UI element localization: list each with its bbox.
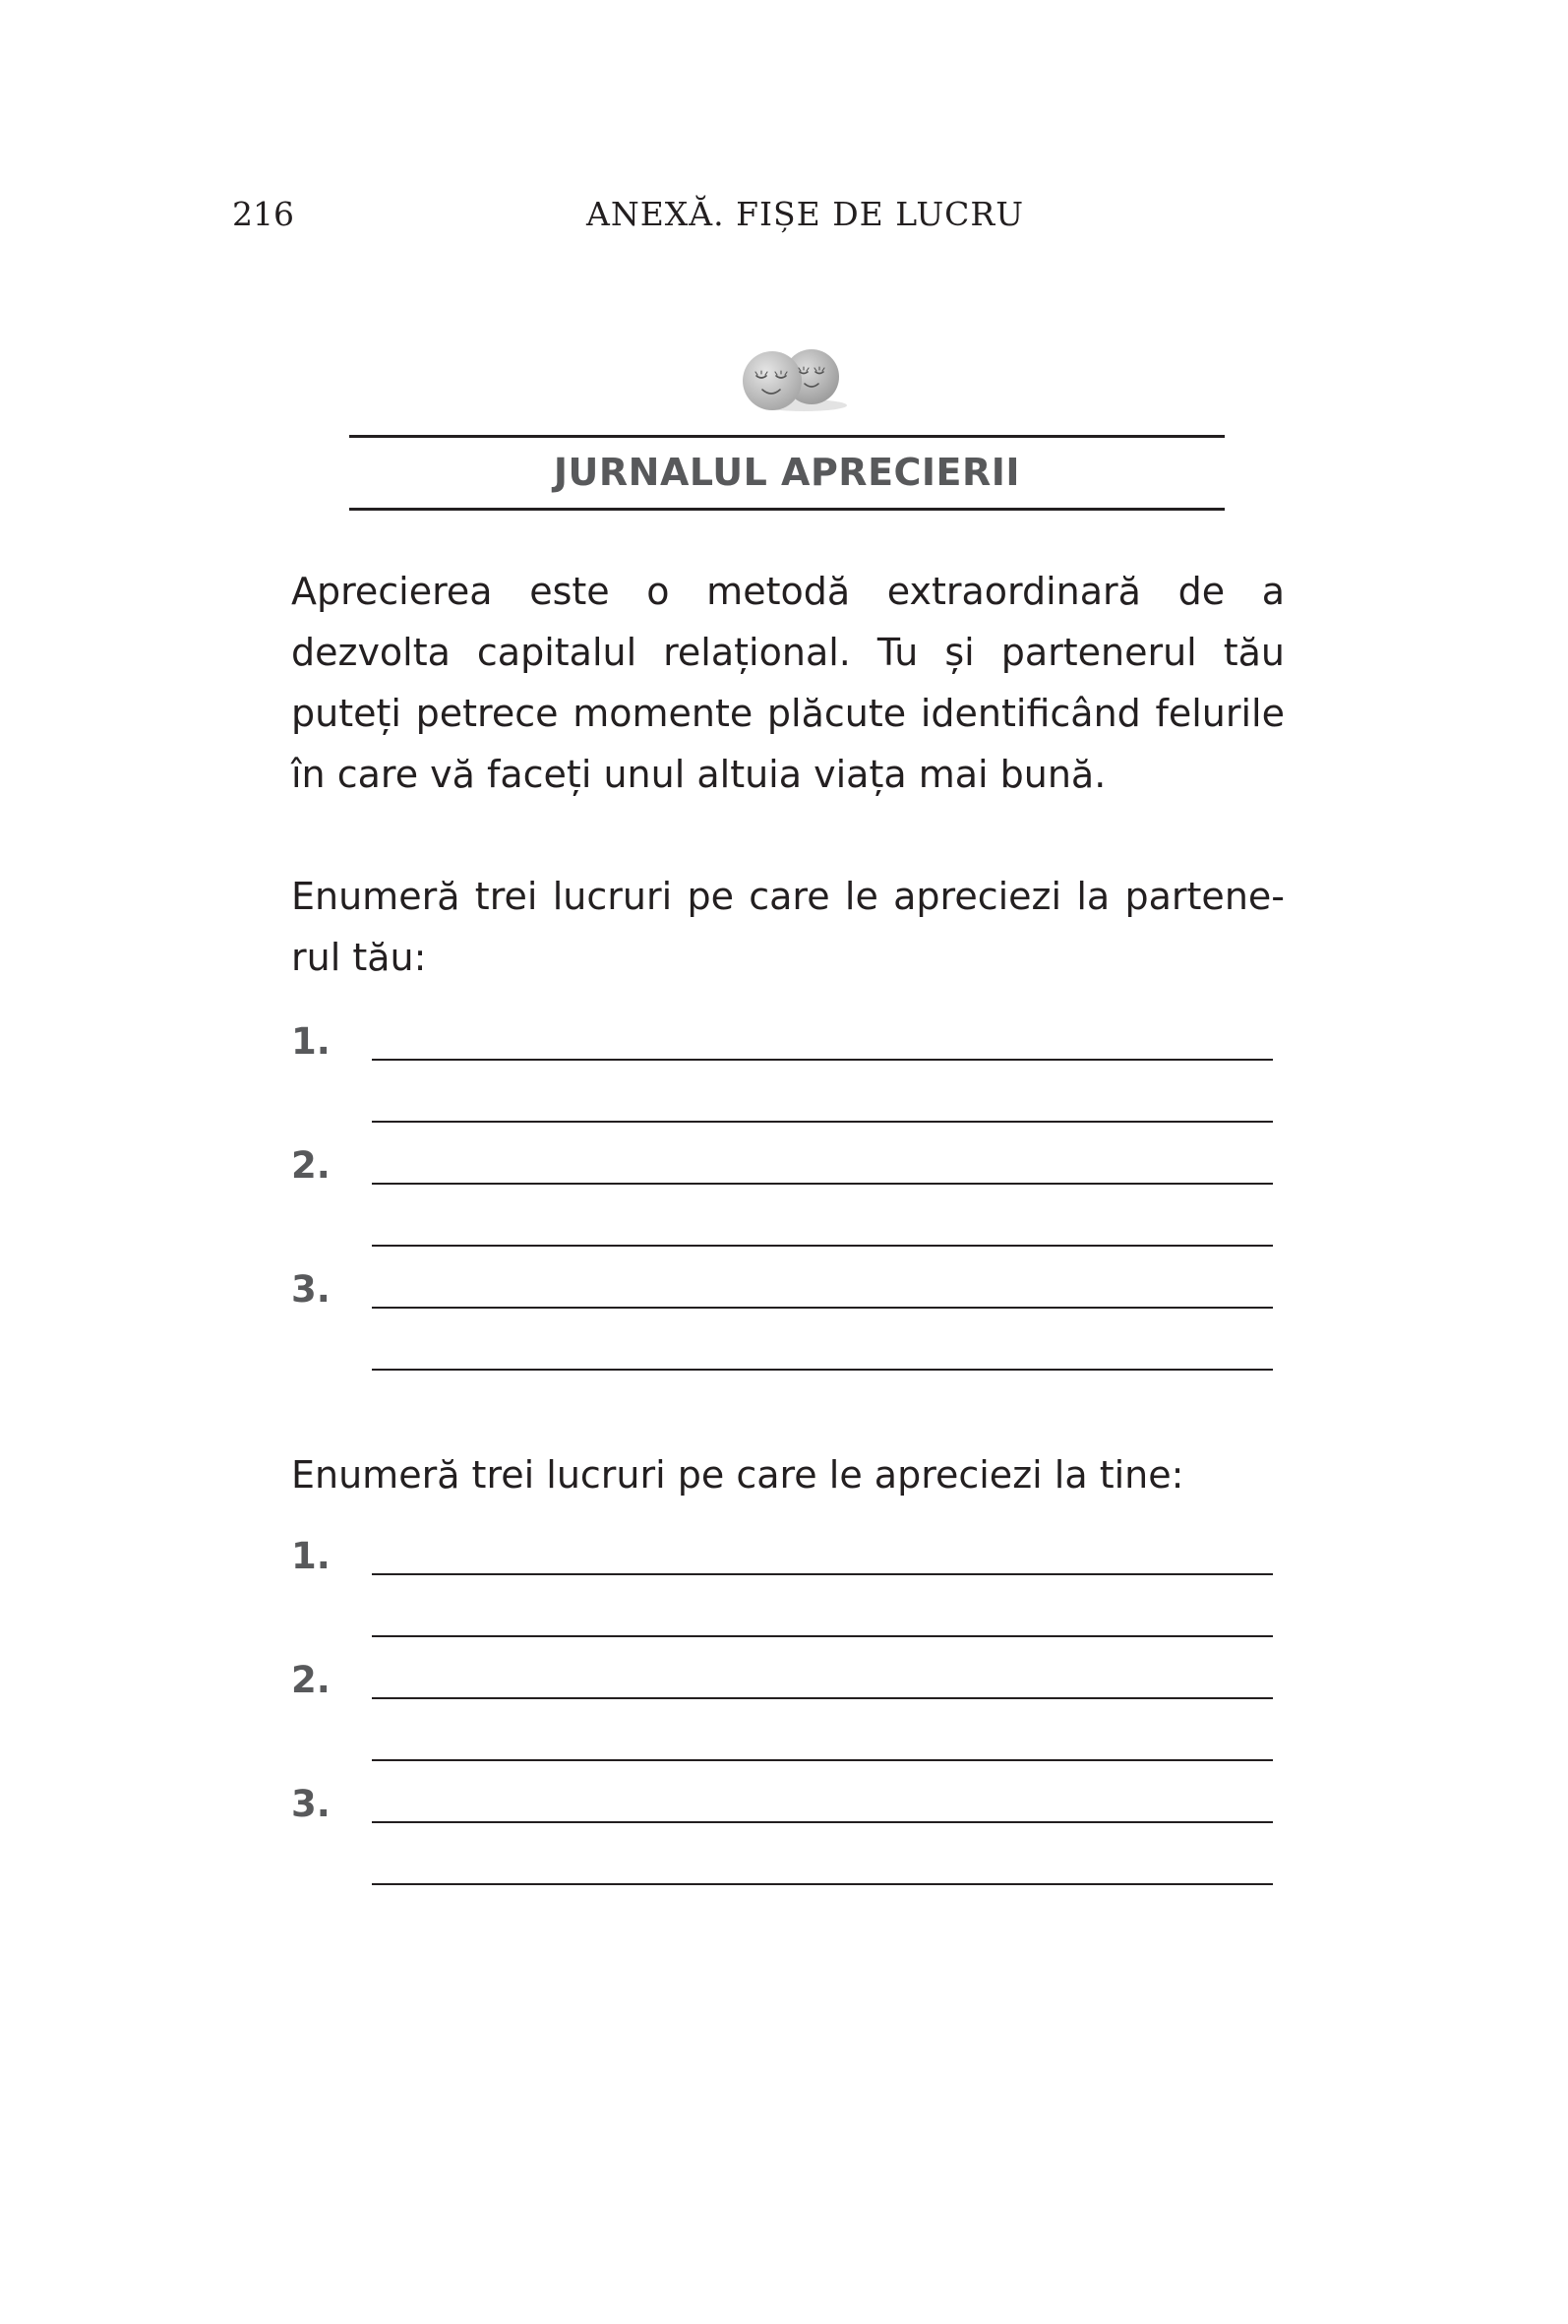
page-number: 216 bbox=[232, 195, 294, 233]
running-head bbox=[232, 193, 1265, 236]
answer-line[interactable] bbox=[372, 1821, 1273, 1823]
answer-line[interactable] bbox=[372, 1697, 1273, 1699]
answer-line[interactable] bbox=[372, 1245, 1273, 1247]
running-title: ANEXĂ. FIȘE DE LUCRU bbox=[586, 195, 1025, 233]
answer-line[interactable] bbox=[372, 1059, 1273, 1061]
partner-item-number: 1. bbox=[291, 1020, 331, 1063]
prompt-partner: Enumeră trei lucruri pe care le apreciezi la partene-rul tău: bbox=[291, 875, 1285, 979]
answer-line[interactable] bbox=[372, 1307, 1273, 1309]
intro-paragraph: Aprecierea este o metodă extraordinară de a dezvolta capitalul relațional. Tu și partenerul tău puteți petrece momente plăcute identificând felurile în care vă faceți unul altuia viața mai bună. bbox=[291, 570, 1285, 796]
answer-line[interactable] bbox=[372, 1121, 1273, 1123]
prompt-self: Enumeră trei lucruri pe care le apreciezi la tine: bbox=[291, 1453, 1184, 1497]
answer-line[interactable] bbox=[372, 1183, 1273, 1185]
answer-line[interactable] bbox=[372, 1759, 1273, 1761]
answer-line[interactable] bbox=[372, 1369, 1273, 1371]
two-smiling-faces-icon bbox=[733, 344, 851, 415]
answer-line[interactable] bbox=[372, 1883, 1273, 1885]
partner-item-number: 2. bbox=[291, 1144, 331, 1187]
self-item-number: 2. bbox=[291, 1659, 331, 1701]
title-bottom-rule bbox=[349, 508, 1225, 511]
title-top-rule bbox=[349, 435, 1225, 438]
section-title: JURNALUL APRECIERII bbox=[553, 451, 1021, 494]
answer-line[interactable] bbox=[372, 1573, 1273, 1575]
answer-line[interactable] bbox=[372, 1635, 1273, 1637]
self-item-number: 1. bbox=[291, 1535, 331, 1577]
self-item-number: 3. bbox=[291, 1783, 331, 1825]
partner-item-number: 3. bbox=[291, 1268, 331, 1311]
